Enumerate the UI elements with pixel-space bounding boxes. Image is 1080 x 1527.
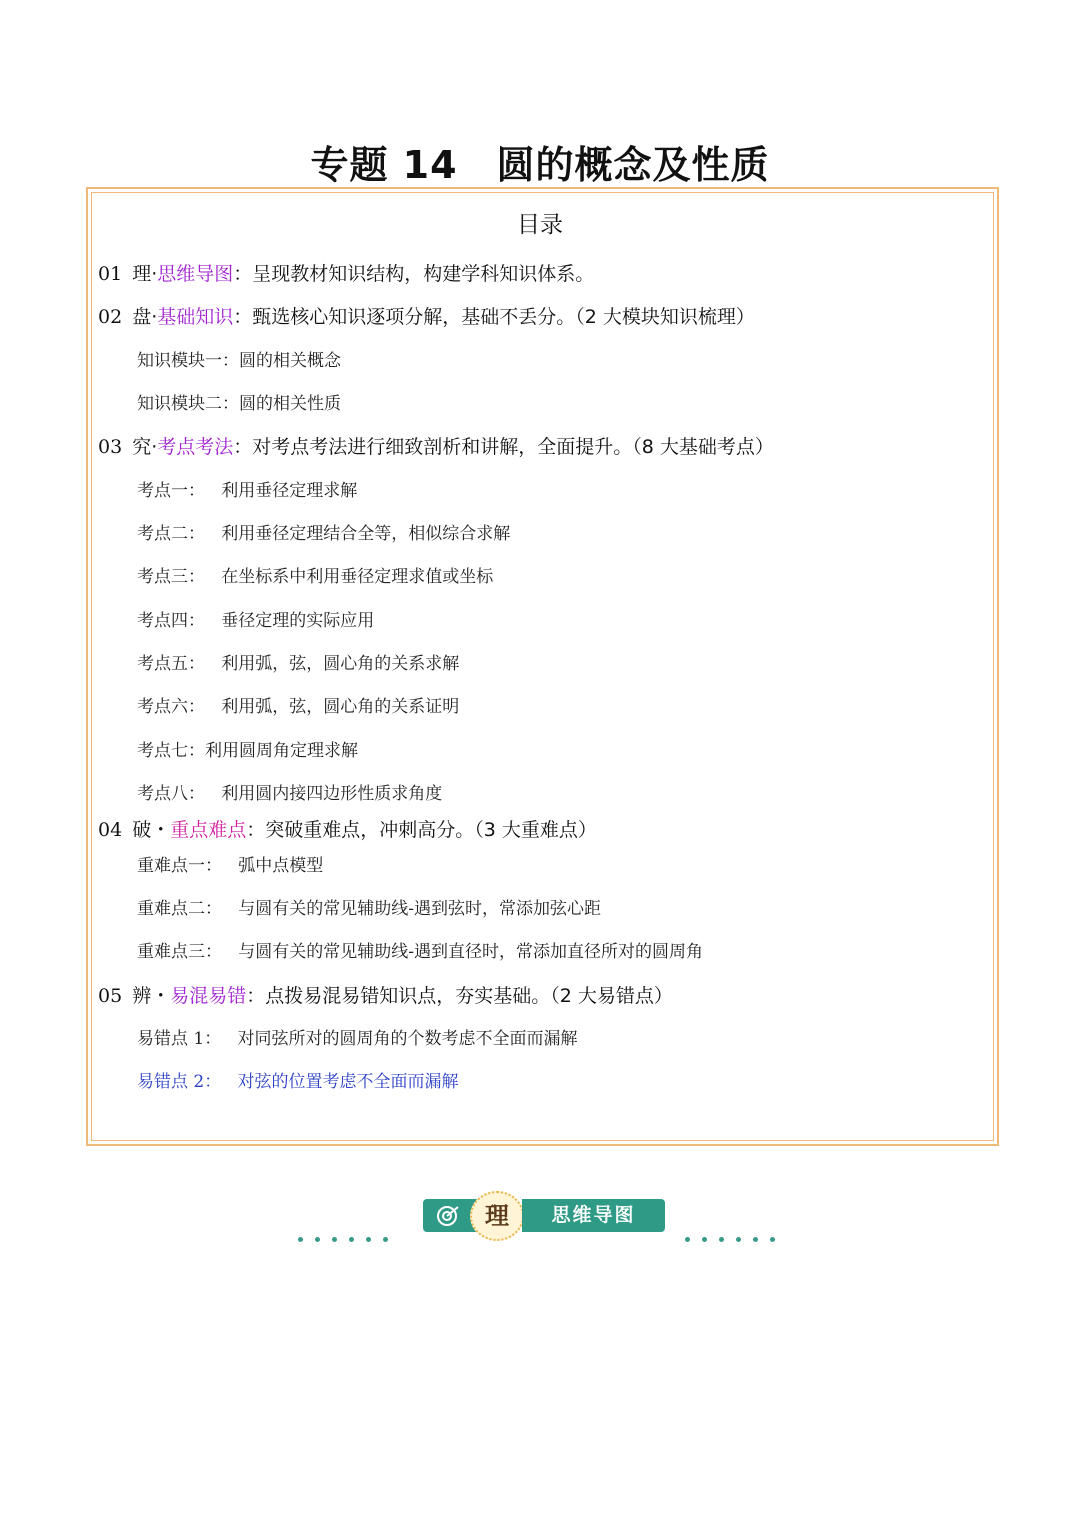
toc-section-05[interactable]: 05 辨・易混易错：点拨易混易错知识点，夯实基础。（2 大易错点）: [98, 985, 673, 1007]
mindmap-banner: [290, 1191, 800, 1241]
toc-section-04[interactable]: 04 破・重点难点：突破重难点，冲刺高分。（3 大重难点）: [98, 819, 597, 841]
toc-kaodian-5[interactable]: 考点五： 利用弧，弦，圆心角的关系求解: [137, 654, 460, 674]
toc-module-2[interactable]: 知识模块二：圆的相关性质: [137, 394, 341, 414]
toc-yicuo-1[interactable]: 易错点 1： 对同弦所对的圆周角的个数考虑不全面而漏解: [137, 1029, 578, 1049]
toc-nandian-3[interactable]: 重难点三： 与圆有关的常见辅助线-遇到直径时，常添加直径所对的圆周角: [137, 942, 703, 962]
target-icon: [436, 1205, 462, 1227]
banner-label: 思维导图: [522, 1199, 665, 1232]
toc-section-03[interactable]: 03 究·考点考法：对考点考法进行细致剖析和讲解，全面提升。（8 大基础考点）: [98, 436, 774, 458]
toc-kaodian-6[interactable]: 考点六： 利用弧，弦，圆心角的关系证明: [137, 697, 460, 717]
toc-nandian-2[interactable]: 重难点二： 与圆有关的常见辅助线-遇到弦时，常添加弦心距: [137, 899, 601, 919]
toc-module-1[interactable]: 知识模块一：圆的相关概念: [137, 351, 341, 371]
toc-section-01[interactable]: 01 理·思维导图：呈现教材知识结构，构建学科知识体系。: [98, 263, 595, 285]
banner-dots-right: [685, 1227, 787, 1246]
toc-kaodian-3[interactable]: 考点三： 在坐标系中利用垂径定理求值或坐标: [137, 567, 494, 587]
toc-kaodian-4[interactable]: 考点四： 垂径定理的实际应用: [137, 611, 375, 631]
toc-yicuo-2[interactable]: 易错点 2： 对弦的位置考虑不全面而漏解: [137, 1072, 459, 1092]
toc-nandian-1[interactable]: 重难点一： 弧中点模型: [137, 856, 324, 876]
toc-heading: 目录: [517, 212, 563, 238]
toc-kaodian-2[interactable]: 考点二： 利用垂径定理结合全等，相似综合求解: [137, 524, 511, 544]
toc-kaodian-8[interactable]: 考点八： 利用圆内接四边形性质求角度: [137, 784, 443, 804]
toc-kaodian-7[interactable]: 考点七：利用圆周角定理求解: [137, 741, 358, 761]
banner-dots-left: [298, 1227, 400, 1246]
page-title: 专题 14 圆的概念及性质: [310, 143, 770, 187]
toc-section-02[interactable]: 02 盘·基础知识：甄选核心知识逐项分解，基础不丢分。（2 大模块知识梳理）: [98, 306, 755, 328]
banner-badge: 理: [470, 1191, 524, 1241]
toc-kaodian-1[interactable]: 考点一： 利用垂径定理求解: [137, 481, 358, 501]
